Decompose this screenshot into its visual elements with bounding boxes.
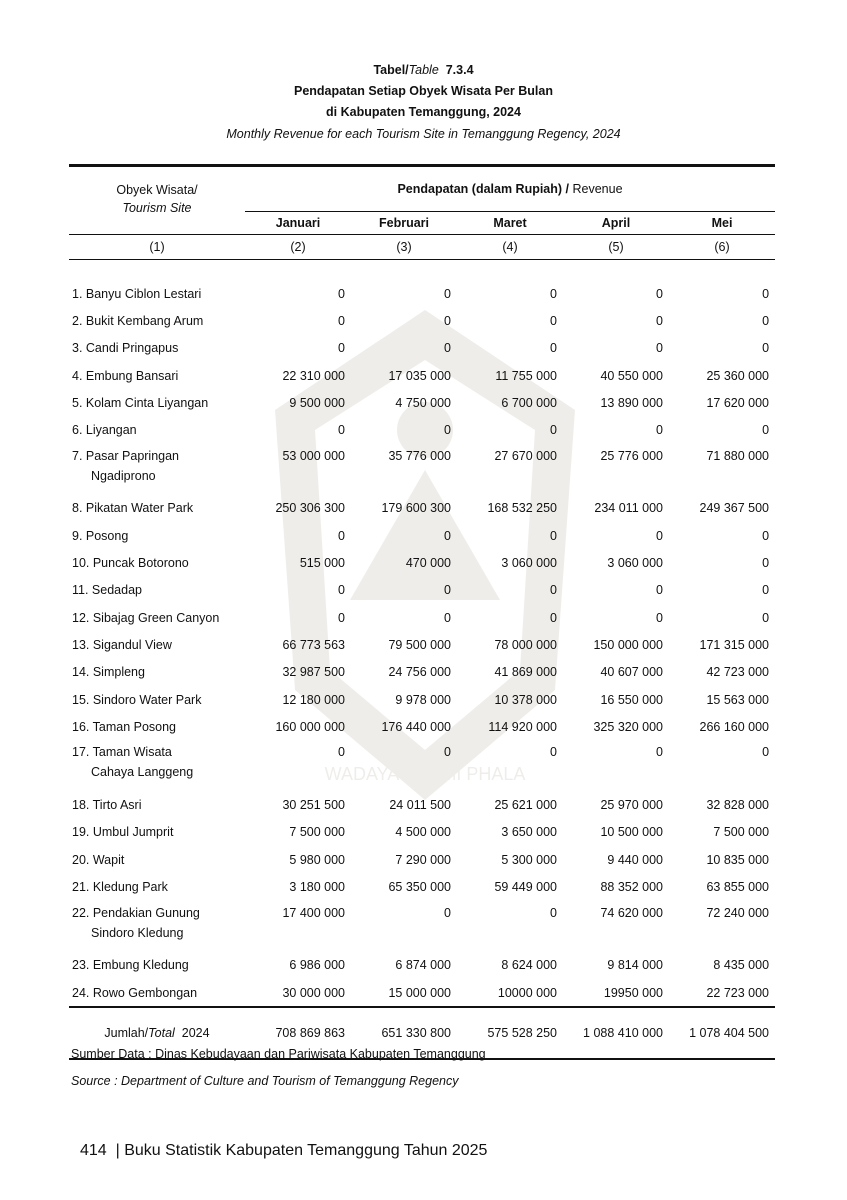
site-name-line1: 17. Taman Wisata xyxy=(72,745,172,760)
site-name-line1: 20. Wapit xyxy=(72,852,125,867)
site-name xyxy=(69,901,245,952)
revenue-cell: 27 670 000 xyxy=(494,448,557,463)
revenue-cell: 6 986 000 xyxy=(289,958,345,973)
site-name xyxy=(69,873,245,900)
revenue-cell: 0 xyxy=(762,286,770,301)
site-column-header: Obyek Wisata/ Tourism Site xyxy=(69,166,245,235)
footer-separator: | xyxy=(115,1142,120,1159)
revenue-cell: 0 xyxy=(550,528,557,543)
total-label: Jumlah/Total 2024 xyxy=(69,1007,245,1059)
revenue-cell: 25 776 000 xyxy=(600,448,663,463)
book-title: Buku Statistik Kabupaten Temanggung Tahun 2025 xyxy=(124,1142,488,1159)
table-number: Tabel/Table 7.3.4 xyxy=(373,63,474,77)
site-name xyxy=(69,577,245,604)
revenue-cell: 9 814 000 xyxy=(607,958,663,973)
revenue-cell: 35 776 000 xyxy=(388,448,451,463)
site-name xyxy=(69,791,245,818)
site-name-line2: Sindoro Kledung xyxy=(91,925,184,940)
revenue-cell: 13 890 000 xyxy=(600,395,663,410)
revenue-cell: 65 350 000 xyxy=(388,879,451,894)
revenue-cell: 41 869 000 xyxy=(494,665,557,680)
revenue-cell: 4 500 000 xyxy=(395,825,451,840)
site-name-line1: 23. Embung Kledung xyxy=(72,958,189,973)
column-number-row xyxy=(69,235,775,260)
revenue-cell: 0 xyxy=(550,341,557,356)
table-subtitle-en: Monthly Revenue for each Tourism Site in Temanggung Regency, 2024 xyxy=(226,127,621,141)
site-name-line1: 22. Pendakian Gunung xyxy=(72,905,200,920)
revenue-table xyxy=(69,164,775,1060)
month-header: Mei xyxy=(669,212,775,235)
site-name-line1: 9. Posong xyxy=(72,528,129,543)
revenue-cell: 0 xyxy=(762,745,770,760)
revenue-cell: 168 532 250 xyxy=(487,501,557,516)
table-row xyxy=(69,631,775,658)
table-row xyxy=(69,444,775,495)
revenue-cell: 0 xyxy=(762,610,770,625)
revenue-cell: 0 xyxy=(338,745,345,760)
revenue-cell: 0 xyxy=(550,905,557,920)
revenue-cell: 0 xyxy=(338,423,345,438)
site-name-line1: 21. Kledung Park xyxy=(72,879,168,894)
revenue-cell: 0 xyxy=(444,286,451,301)
site-name xyxy=(69,952,245,979)
table-title-block xyxy=(0,60,847,145)
table-row xyxy=(69,846,775,873)
site-name xyxy=(69,416,245,443)
site-name xyxy=(69,522,245,549)
revenue-cell: 0 xyxy=(762,583,770,598)
site-name xyxy=(69,549,245,576)
site-name-line1: 13. Sigandul View xyxy=(72,637,172,652)
revenue-cell: 0 xyxy=(550,610,557,625)
revenue-cell: 250 306 300 xyxy=(275,501,345,516)
column-number: (1) xyxy=(69,235,245,260)
revenue-cell: 3 060 000 xyxy=(501,556,557,571)
table-row xyxy=(69,791,775,818)
table-row xyxy=(69,659,775,686)
month-header: April xyxy=(563,212,669,235)
site-name xyxy=(69,362,245,389)
revenue-cell: 53 000 000 xyxy=(282,448,345,463)
revenue-cell: 24 011 500 xyxy=(389,798,451,813)
revenue-cell: 42 723 000 xyxy=(706,665,770,680)
table-row xyxy=(69,522,775,549)
site-name-line1: 5. Kolam Cinta Liyangan xyxy=(72,395,209,410)
site-name xyxy=(69,819,245,846)
site-name xyxy=(69,740,245,791)
revenue-cell: 176 440 000 xyxy=(381,719,451,734)
site-name xyxy=(69,444,245,495)
site-name-line1: 3. Candi Pringapus xyxy=(72,341,179,356)
site-name xyxy=(69,979,245,1007)
revenue-cell: 30 251 500 xyxy=(282,798,345,813)
month-header: Februari xyxy=(351,212,457,235)
revenue-cell: 74 620 000 xyxy=(600,905,663,920)
revenue-cell: 17 620 000 xyxy=(706,395,770,410)
revenue-cell: 5 300 000 xyxy=(501,852,557,867)
total-cell: 1 088 410 000 xyxy=(563,1007,669,1059)
revenue-cell: 16 550 000 xyxy=(600,692,663,707)
revenue-cell: 0 xyxy=(656,583,663,598)
site-name-line1: 7. Pasar Papringan xyxy=(72,448,180,463)
revenue-cell: 7 290 000 xyxy=(395,852,451,867)
revenue-cell: 0 xyxy=(444,905,451,920)
revenue-cell: 325 320 000 xyxy=(593,719,663,734)
revenue-cell: 40 550 000 xyxy=(600,368,663,383)
revenue-cell: 0 xyxy=(338,583,345,598)
table-row xyxy=(69,362,775,389)
source-note-id: Sumber Data : Dinas Kebudayaan dan Pariwisata Kabupaten Temanggung xyxy=(71,1047,486,1061)
revenue-cell: 6 874 000 xyxy=(395,958,451,973)
revenue-cell: 515 000 xyxy=(299,556,345,571)
revenue-cell: 0 xyxy=(444,423,451,438)
revenue-cell: 32 987 500 xyxy=(282,665,345,680)
site-name xyxy=(69,389,245,416)
column-number: (4) xyxy=(457,235,563,260)
revenue-cell: 114 920 000 xyxy=(488,719,557,734)
revenue-cell: 88 352 000 xyxy=(600,879,663,894)
revenue-cell: 17 035 000 xyxy=(388,368,451,383)
table-row xyxy=(69,307,775,334)
site-name-line1: 2. Bukit Kembang Arum xyxy=(72,313,204,328)
site-name-line1: 6. Liyangan xyxy=(72,423,137,438)
month-header: Januari xyxy=(245,212,351,235)
site-name xyxy=(69,659,245,686)
revenue-cell: 8 435 000 xyxy=(713,958,770,973)
revenue-cell: 8 624 000 xyxy=(501,958,557,973)
revenue-cell: 71 880 000 xyxy=(706,448,770,463)
revenue-cell: 0 xyxy=(656,423,663,438)
table-row xyxy=(69,979,775,1007)
revenue-cell: 0 xyxy=(656,341,663,356)
revenue-cell: 179 600 300 xyxy=(381,501,451,516)
site-name xyxy=(69,631,245,658)
revenue-header: Pendapatan (dalam Rupiah) / Revenue xyxy=(245,166,775,212)
table-title-line2: di Kabupaten Temanggung, 2024 xyxy=(326,105,521,119)
table-row xyxy=(69,819,775,846)
table-row xyxy=(69,604,775,631)
revenue-cell: 0 xyxy=(338,610,345,625)
revenue-cell: 171 315 000 xyxy=(699,637,770,652)
table-row xyxy=(69,495,775,522)
revenue-cell: 0 xyxy=(762,423,770,438)
site-name-line1: 15. Sindoro Water Park xyxy=(72,692,202,707)
revenue-cell: 22 310 000 xyxy=(282,368,345,383)
revenue-cell: 0 xyxy=(338,313,345,328)
revenue-cell: 9 500 000 xyxy=(289,395,345,410)
site-name-line2: Cahaya Langgeng xyxy=(91,765,194,780)
revenue-cell: 0 xyxy=(762,528,770,543)
revenue-cell: 30 000 000 xyxy=(282,985,345,1000)
total-cell: 1 078 404 500 xyxy=(669,1007,775,1059)
site-name xyxy=(69,307,245,334)
revenue-cell: 0 xyxy=(656,286,663,301)
revenue-cell: 0 xyxy=(444,528,451,543)
table-row xyxy=(69,686,775,713)
revenue-cell: 0 xyxy=(550,313,557,328)
revenue-cell: 0 xyxy=(656,745,663,760)
revenue-cell: 25 970 000 xyxy=(600,798,663,813)
revenue-cell: 0 xyxy=(444,341,451,356)
revenue-cell: 7 500 000 xyxy=(289,825,345,840)
revenue-cell: 160 000 000 xyxy=(275,719,345,734)
revenue-cell: 0 xyxy=(550,423,557,438)
site-name-line1: 4. Embung Bansari xyxy=(72,368,179,383)
site-name-line2: Ngadiprono xyxy=(91,468,156,483)
site-name xyxy=(69,604,245,631)
revenue-cell: 17 400 000 xyxy=(282,905,345,920)
revenue-cell: 66 773 563 xyxy=(282,637,345,652)
revenue-cell: 0 xyxy=(762,556,770,571)
revenue-cell: 0 xyxy=(338,286,345,301)
table-row xyxy=(69,416,775,443)
revenue-cell: 3 060 000 xyxy=(607,556,663,571)
revenue-cell: 78 000 000 xyxy=(494,637,557,652)
table-row xyxy=(69,549,775,576)
column-number: (3) xyxy=(351,235,457,260)
revenue-cell: 249 367 500 xyxy=(699,501,770,516)
page-number: 414 xyxy=(80,1142,107,1159)
revenue-cell: 11 755 000 xyxy=(495,368,557,383)
revenue-cell: 9 978 000 xyxy=(395,692,451,707)
revenue-cell: 0 xyxy=(550,745,557,760)
site-name-line1: 24. Rowo Gembongan xyxy=(72,985,198,1000)
total-cell: 651 330 800 xyxy=(351,1007,457,1059)
revenue-cell: 0 xyxy=(762,313,770,328)
column-number: (5) xyxy=(563,235,669,260)
site-name xyxy=(69,686,245,713)
revenue-cell: 40 607 000 xyxy=(600,665,663,680)
revenue-cell: 150 000 000 xyxy=(593,637,663,652)
revenue-cell: 24 756 000 xyxy=(388,665,451,680)
revenue-cell: 25 360 000 xyxy=(706,368,770,383)
revenue-cell: 3 650 000 xyxy=(501,825,557,840)
revenue-cell: 3 180 000 xyxy=(289,879,345,894)
site-name xyxy=(69,280,245,307)
revenue-cell: 4 750 000 xyxy=(395,395,451,410)
revenue-cell: 0 xyxy=(550,583,557,598)
revenue-cell: 63 855 000 xyxy=(706,879,770,894)
revenue-cell: 6 700 000 xyxy=(501,395,557,410)
revenue-cell: 0 xyxy=(444,745,451,760)
total-cell: 708 869 863 xyxy=(245,1007,351,1059)
watermark-motto: WADAYA BHUMI PHALA xyxy=(324,764,526,784)
revenue-cell: 79 500 000 xyxy=(388,637,451,652)
revenue-cell: 0 xyxy=(656,528,663,543)
table-row xyxy=(69,389,775,416)
table-row xyxy=(69,740,775,791)
revenue-cell: 0 xyxy=(444,313,451,328)
revenue-cell: 22 723 000 xyxy=(706,985,770,1000)
month-header: Maret xyxy=(457,212,563,235)
revenue-cell: 19950 000 xyxy=(603,985,663,1000)
table-row xyxy=(69,280,775,307)
site-name-line1: 18. Tirto Asri xyxy=(72,798,142,813)
revenue-cell: 12 180 000 xyxy=(282,692,345,707)
revenue-cell: 0 xyxy=(338,341,345,356)
revenue-cell: 59 449 000 xyxy=(494,879,557,894)
site-name-line1: 10. Puncak Botorono xyxy=(72,556,189,571)
revenue-cell: 10 835 000 xyxy=(706,852,770,867)
site-name xyxy=(69,495,245,522)
site-name-line1: 16. Taman Posong xyxy=(72,719,177,734)
table-row xyxy=(69,335,775,362)
revenue-cell: 10 378 000 xyxy=(494,692,557,707)
site-name-line1: 11. Sedadap xyxy=(72,583,142,598)
site-name-line1: 19. Umbul Jumprit xyxy=(72,825,174,840)
revenue-cell: 0 xyxy=(444,610,451,625)
site-name-line1: 12. Sibajag Green Canyon xyxy=(72,610,220,625)
site-name xyxy=(69,846,245,873)
table-row xyxy=(69,713,775,740)
site-name-line1: 1. Banyu Ciblon Lestari xyxy=(72,286,202,301)
table-row xyxy=(69,952,775,979)
revenue-cell: 10 500 000 xyxy=(600,825,663,840)
revenue-cell: 0 xyxy=(338,528,345,543)
revenue-cell: 7 500 000 xyxy=(713,825,770,840)
table-body xyxy=(69,280,775,1007)
column-number: (6) xyxy=(669,235,775,260)
table-title-line1: Pendapatan Setiap Obyek Wisata Per Bulan xyxy=(294,84,553,98)
revenue-cell: 72 240 000 xyxy=(706,905,770,920)
revenue-cell: 9 440 000 xyxy=(607,852,663,867)
revenue-cell: 470 000 xyxy=(405,556,451,571)
revenue-cell: 0 xyxy=(762,341,770,356)
revenue-cell: 5 980 000 xyxy=(289,852,345,867)
revenue-cell: 0 xyxy=(656,313,663,328)
revenue-cell: 15 000 000 xyxy=(388,985,451,1000)
source-note-en: Source : Department of Culture and Tourism of Temanggung Regency xyxy=(71,1074,459,1088)
revenue-cell: 32 828 000 xyxy=(706,798,770,813)
revenue-cell: 0 xyxy=(444,583,451,598)
site-name xyxy=(69,335,245,362)
table-row xyxy=(69,873,775,900)
site-name xyxy=(69,713,245,740)
table-row xyxy=(69,577,775,604)
revenue-cell: 234 011 000 xyxy=(594,501,663,516)
column-number: (2) xyxy=(245,235,351,260)
revenue-cell: 0 xyxy=(656,610,663,625)
table-row xyxy=(69,901,775,952)
site-name-line1: 14. Simpleng xyxy=(72,665,145,680)
page-footer xyxy=(80,1142,487,1160)
site-name-line1: 8. Pikatan Water Park xyxy=(72,501,194,516)
revenue-cell: 266 160 000 xyxy=(699,719,770,734)
revenue-cell: 10000 000 xyxy=(497,985,557,1000)
total-cell: 575 528 250 xyxy=(457,1007,563,1059)
revenue-cell: 0 xyxy=(550,286,557,301)
revenue-cell: 25 621 000 xyxy=(494,798,557,813)
revenue-cell: 15 563 000 xyxy=(706,692,770,707)
